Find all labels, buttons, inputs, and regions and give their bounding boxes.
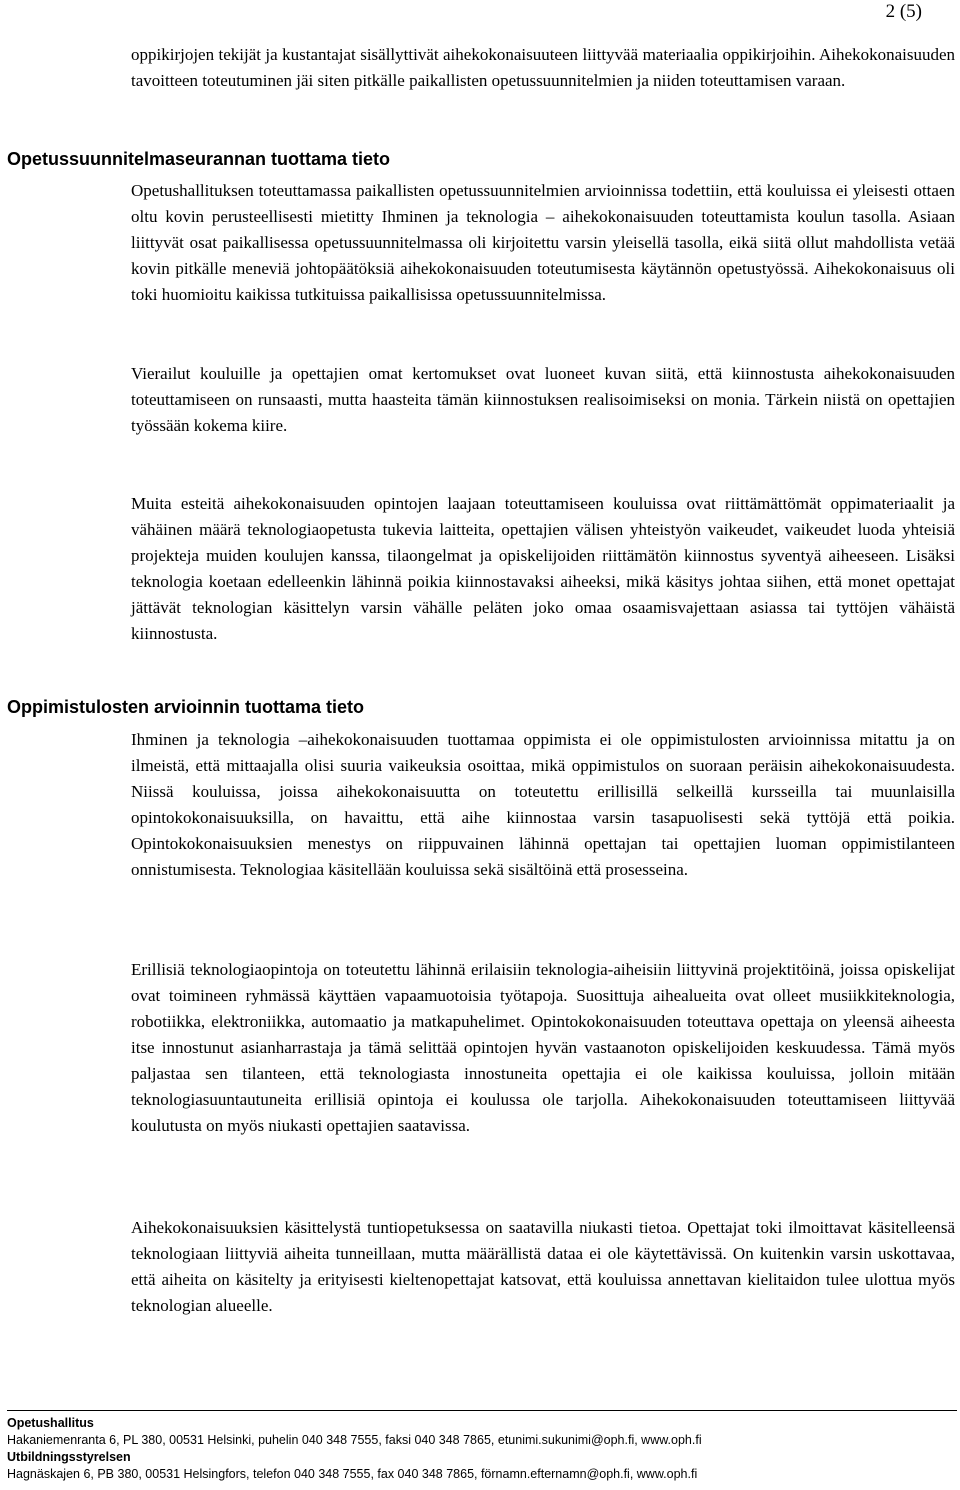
section-heading-curriculum-monitoring: Opetussuunnitelmaseurannan tuottama tieto [7,149,391,169]
paragraph: Erillisiä teknologiaopintoja on toteutettu lähinnä erilaisiin teknologia-aiheisiin liittyvinä projektitöinä, joissa opiskelijat ovat toimineen ryhmässä käyttäen vapaamuotoisia työtapoja. Suosittuja aihealueita ovat olleet musiikkiteknologia, robotiikka, elektroniikka, automaatio ja matkapuhelimet. Opintokokonaisuuden toteuttava opettaja on yleensä aiheesta itse innostunut asianharrastaja ja tämä selittää opintojen hyvän vastaanoton opiskelijoiden keskuudessa. Tämä myös paljastaa sen tilanteen, että teknologiasta innostuneita opettajia ei ole kaikissa kouluissa, jolloin mitään teknologiasuuntautuneita erillisiä opintoja ei koulussa ole tarjolla. Aihekokonaisuuden toteuttamiseen liittyvää koulutusta on myös niukasti opettajien saatavissa. [131,960,955,1135]
paragraph: Vierailut kouluille ja opettajien omat kertomukset ovat luoneet kuvan siitä, että kiinnostusta aihekokonaisuuden toteuttamiseen on runsaasti, mutta haasteita tämän kiinnostuksen realisoimiseksi on monia. Tärkein niistä on opettajien työssään kokema kiire. [131,364,955,435]
page-footer [7,1410,957,1483]
page-number: 2 (5) [885,1,922,22]
paragraph: Ihminen ja teknologia –aihekokonaisuuden tuottamaa oppimista ei ole oppimistulosten arvioinnissa mitattu ja on ilmeistä, että mittaajalla olisi suuria vaikeuksia osoittaa, mikä oppimistulos on suoraan peräisin aihekokonaisuudesta. Niissä kouluissa, joissa aihekokonaisuutta on toteutettu erillisillä selkeillä kursseilla tai muunlaisilla opintokokonaisuuksilla, on havaittu, että aihe kiinnostaa varsin tasapuolisesti sekä tyttöjä että poikia. Opintokokonaisuuksien menestys on riippuvainen lähinnä opettajan tai opettajien luoman oppimistilanteen onnistumisesta. Teknologiaa käsitellään kouluissa sekä sisältöinä että prosesseina. [131,730,955,879]
footer-org-fi: Opetushallitus [7,1416,94,1430]
paragraph: Opetushallituksen toteuttamassa paikallisten opetussuunnitelmien arvioinnissa todettiin, että kouluissa ei yleisesti ottaen oltu kovin perusteellisesti mietitty Ihminen ja teknologia – aihekokonaisuuden toteuttamista koulun tasolla. Asiaan liittyvät osat paikallisessa opetussuunnitelmassa oli kirjoitettu varsin yleisellä tasolla, eikä siitä ollut mahdollista vetää kovin pitkälle meneviä johtopäätöksiä aihekokonaisuuden toteutumisesta käytännön opetustyössä. Aihekokonaisuus oli toki huomioitu kaikissa tutkituissa paikallisissa opetussuunnitelmissa. [131,181,955,304]
paragraph: Muita esteitä aihekokonaisuuden opintojen laajaan toteuttamiseen kouluissa ovat riittämättömät oppimateriaalit ja vähäinen määrä teknologiaopetusta tukevia laitteita, opettajien välisen yhteistyön vaikeudet, vaikeudet luoda yhteisiä projekteja muiden koulujen kanssa, tilaongelmat ja opiskelijoiden riittämätön kiinnostus syventyä aiheeseen. Lisäksi teknologia koetaan edelleenkin lähinnä poikia kiinnostavaksi aiheeksi, mikä käsitys johtaa siihen, että monet opettajat jättävät teknologian käsittelyn varsin vähälle peläten joko omaa osaamisvajettaan asiassa tai tyttöjen vähäistä kiinnostusta. [131,494,955,643]
footer-address-sv: Hagnäskajen 6, PB 380, 00531 Helsingfors, telefon 040 348 7555, fax 040 348 7865, förnamn.efternamn@oph.fi, www.oph.fi [7,1467,698,1481]
intro-paragraph: oppikirjojen tekijät ja kustantajat sisällyttivät aihekokonaisuuteen liittyvää materiaalia oppikirjoihin. Aihekokonaisuuden tavoitteen toteutuminen jäi siten pitkälle paikallisten opetussuunnitelmien ja niiden toteuttamisen varaan. [131,45,955,90]
paragraph: Aihekokonaisuuksien käsittelystä tuntiopetuksessa on saatavilla niukasti tietoa. Opettajat toki ilmoittavat käsitelleensä teknologiaan liittyviä aiheita tunneillaan, mutta määrällistä dataa ei ole käytettävissä. On kuitenkin varsin uskottavaa, että aiheita on käsitelty ja erityisesti kieltenopettajat katsovat, että kouluissa annettavan kielitaidon tulee ulottua myös teknologian alueelle. [131,1218,955,1315]
footer-address-fi: Hakaniemenranta 6, PL 380, 00531 Helsinki, puhelin 040 348 7555, faksi 040 348 7865, etunimi.sukunimi@oph.fi, www.oph.fi [7,1433,702,1447]
section-heading-learning-outcomes: Oppimistulosten arvioinnin tuottama tieto [7,697,365,717]
footer-org-sv: Utbildningsstyrelsen [7,1450,131,1464]
